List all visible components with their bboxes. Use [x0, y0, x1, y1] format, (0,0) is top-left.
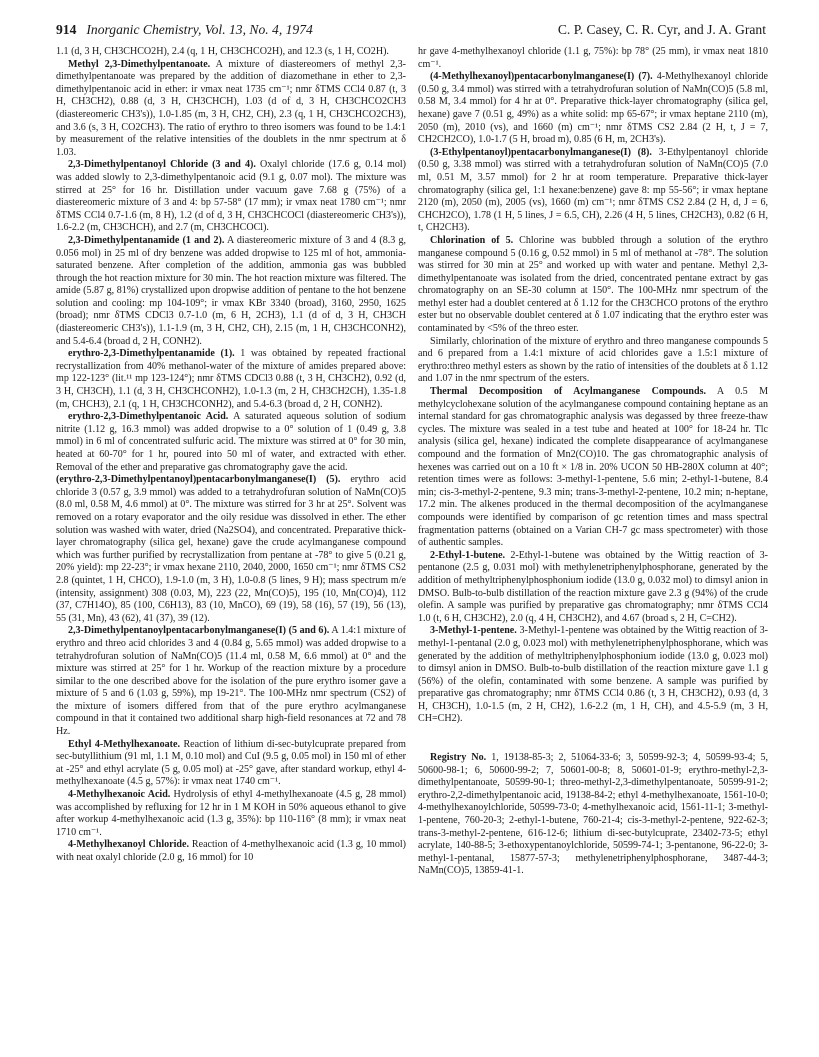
paragraph [418, 71, 768, 147]
paragraph-text: A 0.5 M methylcyclohexane solution of the acylmanganese compound containing heptane as an internal standard for gas chromatographic analysis was degassed by three freeze-thaw cycles. The mixture was sealed in a test tube and heated at 100° for 18-24 hr. Tlc analysis (silica gel, hexane) indicated the complete disappearance of acylmanganese compound and the formation of Mn2(CO)10. The gas chromatographic analysis of hexenes was carried out on a 10 ft × 1/8 in. 20% UCON 50 HB-280X column at 40°; retention times were as follows: 3-methyl-1-pentene, 5.6 min; 2-ethyl-1-butene, 8.4 min; cis-3-methyl-2-pentene, 9.3 min; trans-3-methyl-2-pentene, 10.2 min; n-heptane, 17.2 min. The alkenes produced in the thermal decomposition of the acylmanganese compounds were identified by comparison of gc retention times and mass spectral fragmentation patterns (obtained on a Varian CH-7 gc mass spectrometer) with those of authentic samples. [418, 386, 768, 549]
paragraph-text: 2-Ethyl-1-butene was obtained by the Wittig reaction of 3-pentanone (2.5 g, 0.031 mol) with methylenetriphenylphosphorane, generated by the addition of methyltriphenylphosphonium iodide (13.0 g, 0.032 mol) to dimsyl anion in DMSO. Bulb-to-bulb distillation of the reaction mixture gave 2.3 g (94%) of the crude olefin. A sample was purified by preparative gas chromatography; nmr δTMS CCl4 1.0 (t, 6 H, CH3CH2), 2.0 (q, 4 H, CH3CH2), and 4.67 (broad s, 2 H, C=CH2). [418, 549, 768, 624]
paragraph-text: 1 was obtained by repeated fractional recrystallization from 40% methanol-water of the mixture of amides prepared above: mp 122-123° (lit.¹¹ mp 123-124°); nmr δTMS CDCl3 0.88 (t, 3 H, CH3CH2), 0.92 (d, 3 H, CH3CH), 1.1 (d, 3 H, CH3CHCONH2), 1.0-1.3 (m, 2 H, CH3CH2CH), 1.35-1.8 (m, CHCH3), 2.1 (q, 1 H, CH3CHCONH2), and 5.4-6.3 (broad d, 2 H, CONH2). [56, 348, 406, 410]
section-heading: (4-Methylhexanoyl)pentacarbonylmanganese(I) (7). [430, 71, 653, 83]
paragraph-text: hr gave 4-methylhexanoyl chloride (1.1 g, 75%): bp 78° (25 mm), ir νmax neat 1810 cm⁻¹. [418, 46, 768, 70]
paragraph [56, 739, 406, 789]
section-heading: Methyl 2,3-Dimethylpentanoate. [68, 58, 211, 70]
left-column [56, 46, 406, 865]
section-heading: (erythro-2,3-Dimethylpentanoyl)pentacarbonylmanganese(I) (5). [56, 474, 341, 486]
paragraph [56, 46, 406, 59]
running-head [56, 22, 766, 38]
paragraph [418, 46, 768, 71]
paragraph-text: 4-Methylhexanoyl chloride (0.50 g, 3.4 mmol) was stirred with a tetrahydrofuran solution of NaMn(CO)5 (5.8 ml, 0.58 M, 3.4 mmol) for 4 hr at 0°. Preparative thick-layer chromatography (silica gel, hexane) gave 7 (0.51 g, 49%) as a white solid: mp 65-67°; ir νmax heptane 2110 (m), 2050 (m), 2010 (vs), and 1660 (m) cm⁻¹; nmr δTMS CS2 2.84 (2 H, t, J = 7, CH2CH2CO), 1.0-1.7 (5 H, broad m), 0.85 (6 H, m, 2CH3's). [418, 71, 769, 146]
journal-citation: Inorganic Chemistry, Vol. 13, No. 4, 1974 [86, 22, 313, 37]
paragraph-text: 3-Ethylpentanoyl chloride (0.50 g, 3.38 mmol) was stirred with a tetrahydrofuran solution of NaMn(CO)5 (7.0 ml, 0.51 M, 3.57 mmol) for 2 hr at room temperature. Preparative thick-layer chromatography (silica gel, 1:1 hexane:benzene) gave 8: mp 55-56°; ir νmax heptane 2120 (m), 2050 (m), 2005 (vs), 1660 (m) cm⁻¹; nmr δTMS CS2 2.84 (2 H, d, J = 6, CHCH2CO), 1.78 (1 H, 5 lines, J = 6.5, CH), 2.26 (4 H, 5 lines, CH2CH3), 0.82 (6 H, t, CH2CH3). [418, 146, 768, 234]
section-heading: 3-Methyl-1-pentene. [430, 625, 517, 637]
paragraph [418, 235, 768, 336]
section-heading: erythro-2,3-Dimethylpentanoic Acid. [68, 411, 229, 423]
paragraph-text: 1.1 (d, 3 H, CH3CHCO2H), 2.4 (q, 1 H, CH3CHCO2H), and 12.3 (s, 1 H, CO2H). [56, 46, 389, 57]
paragraph [418, 336, 768, 386]
paragraph-text: A saturated aqueous solution of sodium nitrite (1.12 g, 16.3 mmol) was added dropwise to a 0° solution of 1 (0.49 g, 3.8 mmol) in 6 ml of concentrated sulfuric acid. The mixture was stirred at 0° for 30 min, heated at 60-70° for 1 hr, poured into 50 ml of water, and extracted with ether. Removal of the ether and preparative gas chromatography gave the acid. [56, 411, 406, 473]
section-heading: 4-Methylhexanoyl Chloride. [68, 839, 189, 851]
registry-heading: Registry No. [430, 752, 487, 764]
section-heading: Thermal Decomposition of Acylmanganese Compounds. [430, 386, 707, 398]
paragraph-text: A mixture of diastereomers of methyl 2,3-dimethylpentanoate was prepared by the addition of diazomethane in ether to 2,3-dimethylpentanoic acid in ether: ir νmax neat 1735 cm⁻¹; nmr δTMS CCl4 0.87 (t, 3 H, CH3CH2), 0.88 (d, 3 H, CH3CHCH), 1.03 (d of d, 3 H, CH3CHCO2CH3 (diastereomeric CH3's)), 1.0-1.85 (m, 3 H, CH2, CH), 2.3 (q, 1 H, CH3CHCO2CH3), and 3.6 (s, 3 H, CO2CH3). The ratio of erythro to threo isomers was found to be 1.4:1 by measurement of the relative intensities of the doublets in the nmr spectrum at δ 1.03. [56, 58, 406, 158]
author-line: C. P. Casey, C. R. Cyr, and J. A. Grant [557, 22, 766, 37]
paragraph-text: 3-Methyl-1-pentene was obtained by the Wittig reaction of 3-methyl-1-pentanal (2.0 g, 0.023 mol) with methylenetriphenylphosphorane, which was generated by the addition of methyltriphenylphosphonium iodide (13.0 g, 0.023 mol) to dimsyl anion in DMSO. Bulb-to-bulb distillation of the reaction mixture gave 1.1 g (56%) of the olefin, contaminated with some benzene. A sample was purified by preparative gas chromatography; nmr δTMS CCl4 0.86 (t, 3 H, CH3CH2), 0.93 (d, 3 H, CH3CH), 1.0-1.5 (m, 2 H, CH2), 1.6-2.2 (m, 1 H, CH), and 4.5-5.9 (m, 3 H, CH=CH2). [418, 625, 768, 725]
section-heading: 4-Methylhexanoic Acid. [68, 789, 171, 801]
paragraph-text: Oxalyl chloride (17.6 g, 0.14 mol) was added slowly to 2,3-dimethylpentanoic acid (9.1 g, 0.07 mol). The mixture was stirred at 25° for 16 hr. Distillation under vacuum gave 7.68 g (75%) of a diastereomeric mixture of 3 and 4: bp 57-58° (17 mm); ir νmax neat 1780 cm⁻¹; nmr δTMS CCl4 0.7-1.6 (m, 8 H), 1.2 (d of d, 3 H, CH3CHCOCl (diastereomeric CH3's)), 1.6-2.2 (m, CH3CHCH), and 2.7 (m, CH3CHCOCl). [56, 159, 406, 234]
paragraph-text: erythro acid chloride 3 (0.57 g, 3.9 mmol) was added to a tetrahydrofuran solution of NaMn(CO)5 (8.0 ml, 0.58 M, 4.6 mmol) at 0°. The mixture was stirred for 3 hr at 25°. Solvent was removed on a rotary evaporator and the oily residue was dissolved in ether. The ether solution was washed with water, dried (Na2SO4), and concentrated. Preparative thick-layer chromatography (silica gel, hexane) gave the crude acylmanganese compound which was further purified by recrystallization from pentane at -78° to give 5 (0.21 g, 20% yield): mp 22-23°; ir νmax hexane 2110, 2040, 2000, 1650 cm⁻¹; nmr δTMS CS2 2.8 (quintet, 1 H, CHCO), 1.9-1.0 (m, 3 H), 1.0-0.8 (5 lines, 9 H); mass spectrum m/e (intensity, assignment) 308 (0.03, M), 223 (22, Mn(CO)5), 195 (10, Mn(CO)4), 112 (37, C7H14O), 85 (100, C6H13), 83 (10, MnCO), 69 (19), 58 (16), 57 (19), 56 (13), 55 (31, Mn), 43 (62), 41 (37), 39 (12). [56, 474, 407, 624]
section-heading: 2,3-Dimethylpentanoyl Chloride (3 and 4). [68, 159, 256, 171]
section-heading: Ethyl 4-Methylhexanoate. [68, 738, 180, 750]
right-column [418, 46, 768, 878]
right-column-body [418, 46, 768, 726]
paragraph-text: Similarly, chlorination of the mixture of erythro and threo manganese compounds 5 and 6 prepared from a 1.4:1 mixture of acid chlorides gave a 1.5:1 mixture of erythro:threo methyl esters as shown by the ratio of intensities of the doublets at δ 1.12 and 1.07 in the nmr spectrum of the esters. [418, 335, 768, 385]
page-number: 914 [56, 22, 77, 37]
paragraph-text: Reaction of 4-methylhexanoic acid (1.3 g, 10 mmol) with neat oxalyl chloride (2.0 g, 16 mmol) for 10 [56, 839, 407, 863]
paragraph [56, 839, 406, 864]
section-heading: Chlorination of 5. [430, 234, 514, 246]
section-heading: erythro-2,3-Dimethylpentanamide (1). [68, 348, 235, 360]
section-heading: 2,3-Dimethylpentanamide (1 and 2). [68, 234, 225, 246]
paragraph [418, 625, 768, 726]
paragraph-text: Reaction of lithium di-sec-butylcuprate prepared from sec-butyllithium (91 ml, 1.1 M, 0.10 mol) and CuI (9.5 g, 0.05 mol) in 150 ml of ether at -25° and ethyl acrylate (5 g, 0.05 mol) at -25° gave, after standard workup, ethyl 4-methylhexanoate (4.5 g, 57%): ir νmax neat 1740 cm⁻¹. [56, 738, 406, 788]
paragraph [56, 474, 406, 625]
paragraph [56, 411, 406, 474]
paragraph [418, 386, 768, 550]
paragraph-text: Hydrolysis of ethyl 4-methylhexanoate (4.5 g, 28 mmol) was accomplished by refluxing for 12 hr in 1 M KOH in 50% aqueous ethanol to give after workup 4-methylhexanoic acid (1.3 g, 35%): bp 110-116° (8 mm); ir νmax neat 1710 cm⁻¹. [56, 789, 406, 838]
paragraph-text: A diastereomeric mixture of 3 and 4 (8.3 g, 0.056 mol) in 25 ml of dry benzene was added dropwise to 125 ml of hot, ammonia-saturated benzene. After completion of the addition, ammonia gas was bubbled through the hot reaction mixture for 30 min. The hot reaction mixture was filtered. The amide (5.87 g, 81%) crystallized upon dropwise addition of pentane to the hot benzene solution and cooling: mp 104-109°; ir νmax KBr 3340 (broad), 3160, 2950, 1625 (broad); nmr δTMS CDCl3 0.7-1.0 (m, 6 H, 2CH3), 1.1 (d of d, 3 H, CH3CH (diastereomeric CH3's)), 1.1-1.9 (m, 3 H, CH2, CH), 2.15 (m, 1 H, CH3CHCONH2), and 5.4-6.4 (broad d, 2 H, CONH2). [56, 234, 406, 347]
paragraph [56, 348, 406, 411]
paragraph [56, 59, 406, 160]
registry-paragraph [418, 752, 768, 878]
registry-text: 1, 19138-85-3; 2, 51064-33-6; 3, 50599-92-3; 4, 50599-93-4; 5, 50600-98-1; 6, 50600-99-2; 7, 50601-00-8; 8, 50601-01-9; erythro-methyl-2,3-dimethylpentanoate, 50599-90-1; threo-methyl-2,3-dimethylpentanoate, 50599-91-2; erythro-2,2-dimethylpentanoic acid, 19138-84-2; ethyl 4-methylhexanoate, 1561-10-0; 4-methylhexanoylchloride, 50599-73-0; 4-methylhexanoic acid, 1561-11-1; 3-methyl-1-pentene, 760-20-3; 2-ethyl-1-butene, 760-21-4; cis-3-methyl-2-pentene, 922-62-3; trans-3-methyl-2-pentene, 616-12-6; lithium di-sec-butylcuprate, 23402-73-5; ethyl acrylate, 140-88-5; 3-ethoxypentanoylchloride, 50599-74-1; 3-pentanone, 96-22-0; 3-methyl-1-pentanal, 15877-57-3; methylenetriphenylphosphorane, 3487-44-3; NaMn(CO)5, 13859-41-1. [418, 752, 769, 877]
paragraph [56, 159, 406, 235]
paragraph [56, 235, 406, 348]
section-heading: 2-Ethyl-1-butene. [430, 549, 506, 561]
paragraph-text: A 1.4:1 mixture of erythro and threo acid chlorides 3 and 4 (0.84 g, 5.65 mmol) was added dropwise to a tetrahydrofuran solution of NaMn(CO)5 (11.4 ml, 0.58 M, 6.6 mmol) at 0° and the mixture was stirred at 25° for 1 hr. Workup of the reaction mixture by a procedure similar to the one described above for the isolation of the pure erythro isomer gave a mixture of 5 and 6 (1.03 g, 59%), mp 19-21°. The 100-MHz nmr spectrum (CS2) of the mixture of isomers differed from that of the pure erythro acylmanganese compound in that it contained two additional sharp high-field resonances at 72 and 78 Hz. [56, 625, 406, 738]
paragraph [418, 147, 768, 235]
paragraph [56, 789, 406, 839]
paragraph [418, 550, 768, 626]
section-heading: 2,3-Dimethylpentanoylpentacarbonylmanganese(I) (5 and 6). [68, 625, 330, 637]
section-heading: (3-Ethylpentanoyl)pentacarbonylmanganese(I) (8). [430, 146, 652, 158]
paragraph [56, 625, 406, 738]
paragraph-text: Chlorine was bubbled through a solution of the erythro manganese compound 5 (0.16 g, 0.52 mmol) in 5 ml of methanol at -78°. The solution was stirred for 30 min at 25° and worked up with water and pentane. Methyl 2,3-dimethylpentanoate was isolated from the dried, concentrated pentane extract by gas chromatography on an SE-30 column at 150°. The 100-MHz nmr spectrum of the methyl ester had a doublet centered at δ 1.12 for the CH3CHCO protons of the erythro ester but no observable doublet centered at δ 1.07 indicating that the erythro ester was contaminated by <5% of the threo ester. [418, 234, 768, 335]
